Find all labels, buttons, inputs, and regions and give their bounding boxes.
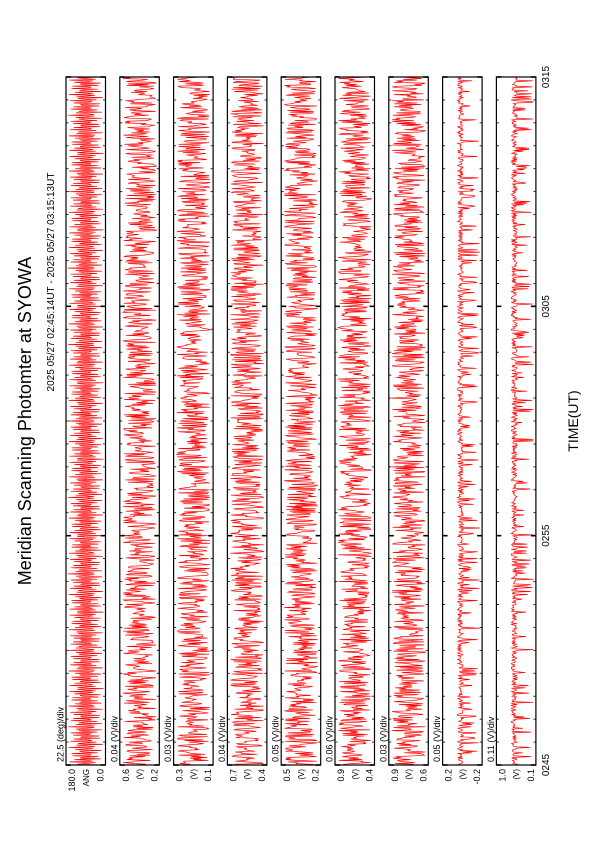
panel-2-scale: 0.04 (V)/div (109, 715, 120, 762)
panel-4-channel: (V) (243, 769, 253, 780)
panel-group (56, 77, 536, 792)
panel-5-trace (284, 77, 318, 765)
panel-1-trace (68, 77, 104, 765)
panel-1-scale: 22.5 (deg)/div (55, 706, 66, 762)
panel-1-channel: ANG (81, 769, 91, 787)
panel-8 (432, 77, 482, 785)
panel-1 (56, 77, 106, 792)
y-tick-label: 0.9 (389, 769, 400, 782)
panel-7-scale: 0.03 (V)/div (378, 715, 389, 762)
panel-3-trace (177, 77, 211, 765)
y-tick-label: 0.6 (120, 769, 131, 782)
panel-9 (486, 77, 536, 782)
x-tick-label: 0245 (540, 753, 552, 777)
panel-7-channel: (V) (404, 769, 414, 780)
y-tick-label: -0.2 (472, 769, 483, 785)
y-tick-label: 0.6 (418, 769, 429, 782)
y-tick-label: 0.2 (310, 769, 321, 782)
x-tick-label: 0305 (540, 295, 552, 318)
y-tick-label: 0.5 (282, 769, 293, 782)
panel-2-channel: (V) (135, 769, 145, 780)
y-tick-label: 0.0 (95, 769, 106, 782)
panel-2-trace (123, 77, 157, 765)
panel-4-trace (230, 77, 264, 765)
chart-title: Meridian Scanning Photomter at SYOWA (15, 256, 35, 586)
y-tick-label: 0.9 (336, 769, 346, 782)
panel-5 (271, 77, 321, 782)
panel-8-scale: 0.05 (V)/div (432, 715, 443, 762)
y-tick-label: 1.0 (497, 769, 508, 782)
y-tick-label: 0.1 (525, 769, 536, 782)
y-tick-label: 180.0 (67, 769, 77, 792)
panel-4 (217, 77, 267, 782)
panel-6-trace (338, 77, 372, 765)
y-tick-label: 0.4 (256, 769, 267, 782)
x-tick-label: 0255 (540, 524, 552, 547)
y-tick-label: 0.7 (228, 769, 239, 782)
y-tick-label: 0.2 (443, 769, 454, 782)
panel-8-frame (443, 77, 483, 765)
panel-5-channel: (V) (296, 769, 306, 780)
panel-9-scale: 0.11 (V)/div (485, 716, 496, 762)
y-tick-label: 0.3 (174, 769, 185, 782)
time-range: 2025 05/27 02:45:14UT - 2025 05/27 03:15:13UT (46, 172, 57, 392)
panel-6-channel: (V) (350, 769, 360, 780)
panel-5-scale: 0.05 (V)/div (270, 715, 281, 762)
panel-9-frame (496, 77, 536, 765)
y-tick-label: 0.4 (364, 769, 375, 782)
panel-7 (378, 77, 428, 782)
panel-7-trace (392, 77, 426, 765)
panel-8-trace (457, 77, 480, 765)
panel-2 (109, 77, 159, 782)
x-axis-label: TIME(UT) (565, 390, 581, 452)
panel-3 (163, 77, 213, 782)
panel-3-scale: 0.03 (V)/div (163, 715, 174, 762)
panel-9-channel: (V) (512, 769, 522, 780)
y-tick-label: 0.2 (149, 769, 160, 782)
panel-6 (325, 77, 375, 782)
y-tick-label: 0.1 (203, 769, 214, 782)
panel-8-channel: (V) (458, 769, 468, 780)
x-tick-label: 0315 (540, 65, 552, 89)
panel-3-channel: (V) (189, 769, 199, 780)
x-tick-labels (541, 65, 552, 776)
panel-6-scale: 0.06 (V)/div (324, 715, 335, 762)
panel-4-scale: 0.04 (V)/div (216, 715, 227, 762)
panel-9-trace (511, 77, 534, 765)
